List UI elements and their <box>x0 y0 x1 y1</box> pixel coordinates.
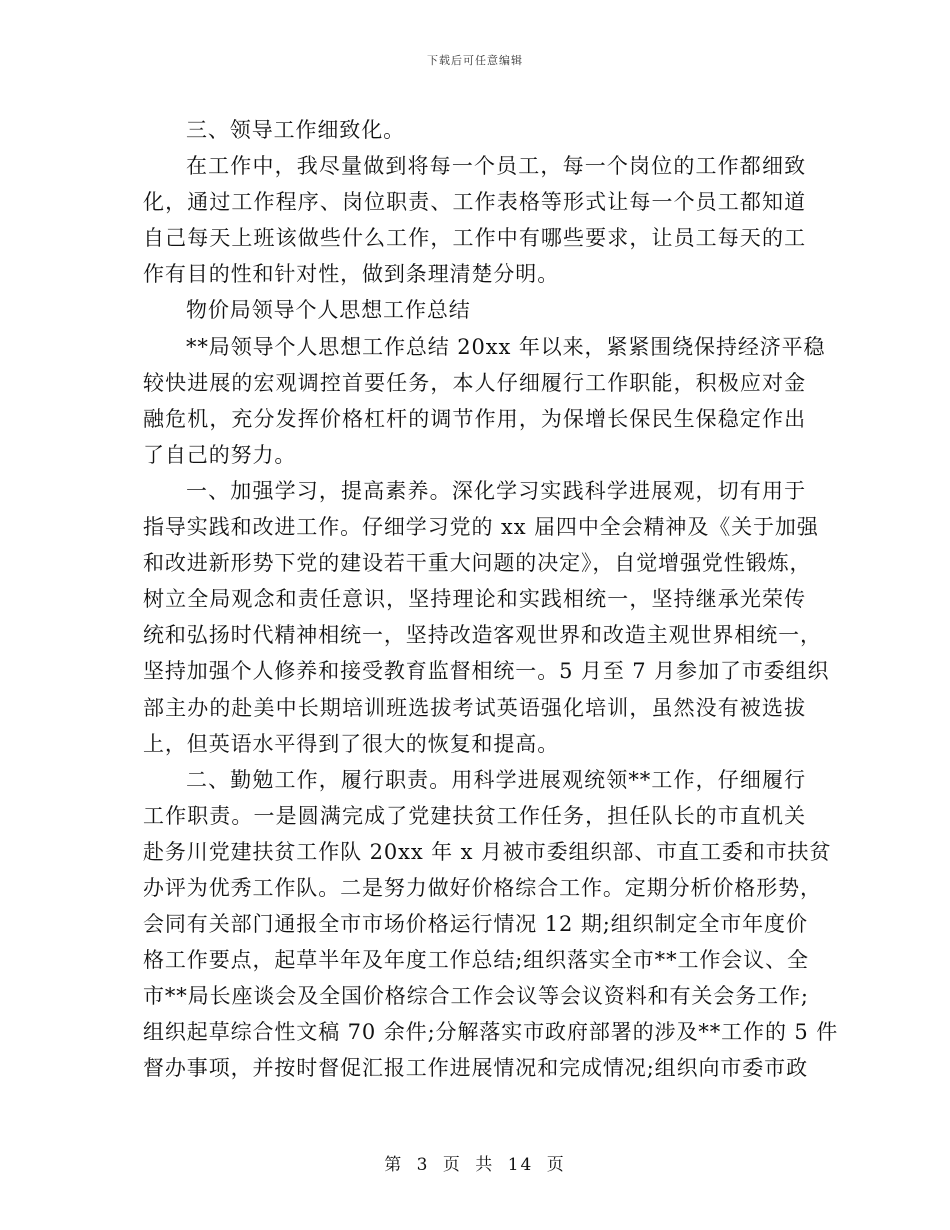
footer-total-pages: 14 <box>507 1155 534 1175</box>
text-line: 督办事项，并按时督促汇报工作进展情况和完成情况;组织向市委市政 <box>143 1056 808 1081</box>
text-line: **局领导个人思想工作总结 20xx 年以来，紧紧围绕保持经济平稳 <box>186 334 826 359</box>
text-line: 办评为优秀工作队。二是努力做好价格综合工作。定期分析价格形势， <box>143 875 822 900</box>
text-line: 一、加强学习，提高素养。深化学习实践科学进展观，切有用于 <box>186 478 806 503</box>
text-line: 会同有关部门通报全市市场价格运行情况 12 期;组织制定全市年度价 <box>143 912 808 937</box>
text-line: 较快进展的宏观调控首要任务，本人仔细履行工作职能，积极应对金 <box>143 370 806 395</box>
footer-page-word: 页 <box>442 1155 462 1175</box>
text-line: 市**局长座谈会及全国价格综合工作会议等会议资料和有关会务工作; <box>143 984 809 1009</box>
text-line: 指导实践和改进工作。仔细学习党的 xx 届四中全会精神及《关于加强 <box>143 515 819 540</box>
page-footer <box>0 1150 950 1175</box>
footer-prefix: 第 <box>384 1155 404 1175</box>
text-line: 赴务川党建扶贫工作队 20xx 年 x 月被市委组织部、市直工委和市扶贫 <box>143 839 832 864</box>
text-line: 自己每天上班该做些什么工作，工作中有哪些要求，让员工每天的工 <box>143 226 806 251</box>
footer-current-page: 3 <box>416 1155 430 1175</box>
text-line: 树立全局观念和责任意识，坚持理论和实践相统一，坚持继承光荣传 <box>143 587 806 612</box>
text-line: 在工作中，我尽量做到将每一个员工，每一个岗位的工作都细致 <box>186 154 806 179</box>
text-line: 物价局领导个人思想工作总结 <box>186 298 471 323</box>
text-line: 上，但英语水平得到了很大的恢复和提高。 <box>143 731 560 756</box>
text-line: 三、领导工作细致化。 <box>186 118 405 142</box>
footer-total-word: 共 <box>475 1155 495 1175</box>
text-line: 坚持加强个人修养和接受教育监督相统一。5 月至 7 月参加了市委组织 <box>143 659 830 684</box>
text-line: 组织起草综合性文稿 70 余件;分解落实市政府部署的涉及**工作的 5 件 <box>143 1020 839 1045</box>
text-line: 统和弘扬时代精神相统一，坚持改造客观世界和改造主观世界相统一， <box>143 623 822 648</box>
text-line: 了自己的努力。 <box>143 442 297 467</box>
footer-suffix: 页 <box>546 1155 566 1175</box>
text-line: 二、勤勉工作，履行职责。用科学进展观统领**工作，仔细履行 <box>186 767 806 792</box>
text-line: 工作职责。一是圆满完成了党建扶贫工作任务，担任队长的市直机关 <box>143 803 806 828</box>
document-body <box>143 112 839 1087</box>
text-line: 部主办的赴美中长期培训班选拔考试英语强化培训，虽然没有被选拔 <box>143 695 806 720</box>
text-line: 作有目的性和针对性，做到条理清楚分明。 <box>143 262 560 287</box>
text-line: 和改进新形势下党的建设若干重大问题的决定》，自觉增强党性锻炼， <box>143 551 812 576</box>
text-line: 融危机，充分发挥价格杠杆的调节作用，为保增长保民生保稳定作出 <box>143 406 806 431</box>
text-line: 化，通过工作程序、岗位职责、工作表格等形式让每一个员工都知道 <box>143 190 806 215</box>
page-header-note: 下载后可任意编辑 <box>427 54 523 67</box>
text-line: 格工作要点，起草半年及年度工作总结;组织落实全市**工作会议、全 <box>143 948 809 973</box>
